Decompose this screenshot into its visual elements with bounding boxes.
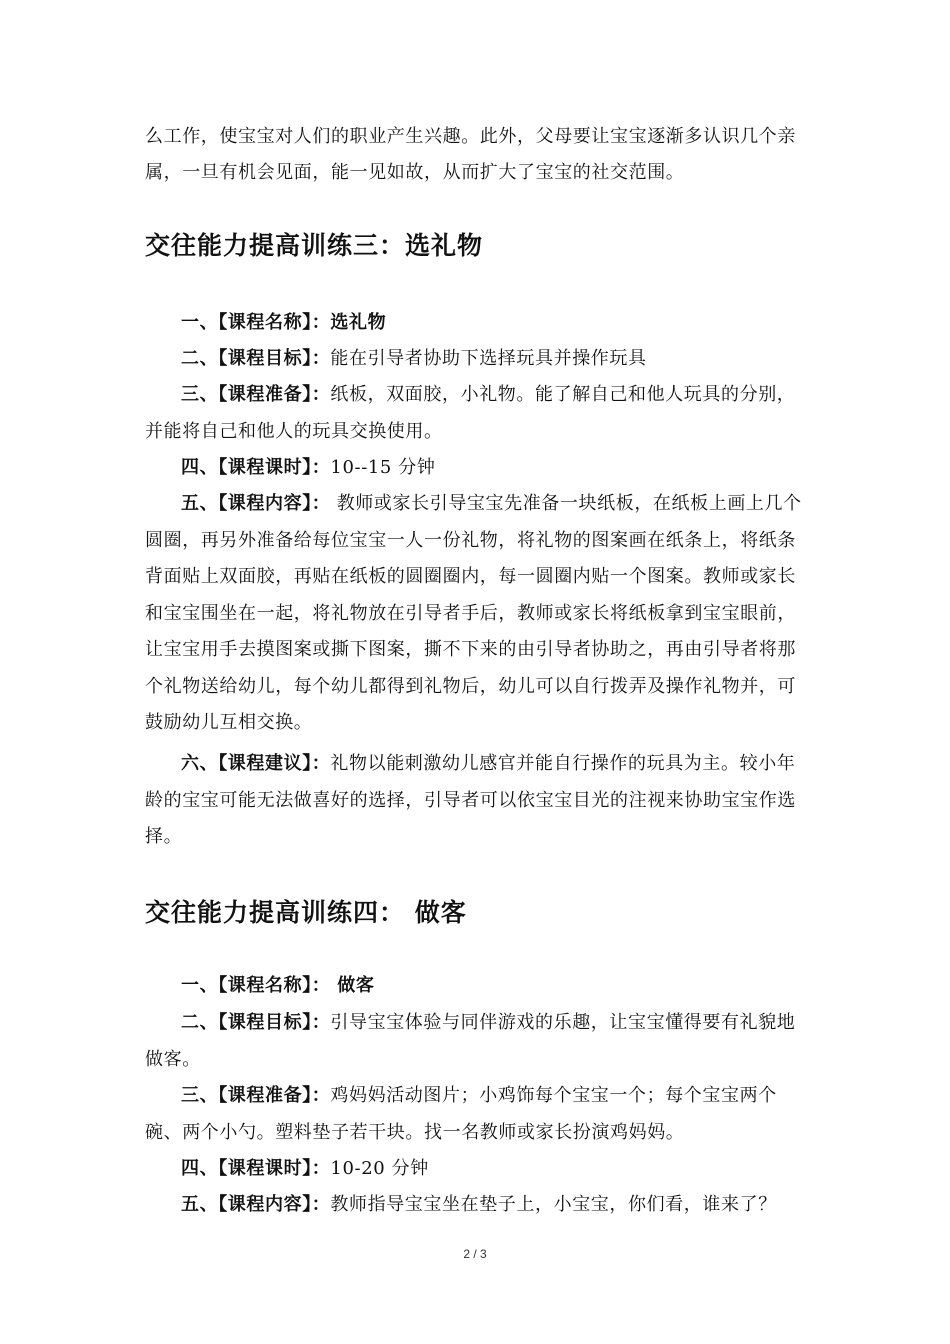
item-text: 引导宝宝体验与同伴游戏的乐趣，让宝宝懂得要有礼貌地做客。	[145, 1012, 796, 1070]
item-text: 鸡妈妈活动图片；小鸡饰每个宝宝一个；每个宝宝两个碗、两个小勺。塑料垫子若干块。找一名教师或家长扮演鸡妈妈。	[145, 1085, 777, 1143]
section3-item-3	[145, 377, 810, 450]
section3-item-1	[145, 305, 810, 342]
item-label: 一、【课程名称】：	[181, 312, 331, 333]
item-label: 三、【课程准备】：	[181, 384, 331, 405]
item-label: 五、【课程内容】：	[181, 493, 331, 514]
item-label: 五、【课程内容】：	[181, 1194, 331, 1215]
item-text: 能在引导者协助下选择玩具并操作玩具	[330, 348, 647, 369]
item-label: 四、【课程课时】：	[181, 1158, 331, 1179]
item-text: 教师或家长引导宝宝先准备一块纸板，在纸板上画上几个圆圈，再另外准备给每位宝宝一人一份礼物，将礼物的图案画在纸条上，将纸条背面贴上双面胶，再贴在纸板的圆圈圈内，每一圆圈内贴一个图案。教师或家长和宝宝围坐在一起，将礼物放在引导者手后，教师或家长将纸板拿到宝宝眼前，让宝宝用手去摸图案或撕下图案，撕不下来的由引导者协助之，再由引导者将那个礼物送给幼儿，每个幼儿都得到礼物后，幼儿可以自行拨弄及操作礼物并，可鼓励幼儿互相交换。	[145, 493, 802, 733]
section3-title: 交往能力提高训练三：选礼物	[145, 231, 484, 260]
section4-title: 交往能力提高训练四： 做客	[145, 898, 467, 927]
item-text: 10--15 分钟	[330, 457, 436, 478]
intro-paragraph: 么工作，使宝宝对人们的职业产生兴趣。此外，父母要让宝宝逐渐多认识几个亲属，一旦有机会见面，能一见如故，从而扩大了宝宝的社交范围。	[145, 126, 796, 183]
section4-item-4	[145, 1151, 810, 1188]
item-text: 纸板，双面胶，小礼物。能了解自己和他人玩具的分别，并能将自己和他人的玩具交换使用。	[145, 384, 796, 442]
item-text: 选礼物	[330, 312, 387, 333]
section3-item-5	[145, 486, 810, 742]
section3-item-2	[145, 341, 810, 378]
item-label: 二、【课程目标】：	[181, 1012, 331, 1033]
page-number: 2 / 3	[463, 1247, 487, 1261]
section4-item-3	[145, 1078, 810, 1151]
item-label: 六、【课程建议】：	[181, 753, 331, 774]
item-label: 三、【课程准备】：	[181, 1085, 331, 1106]
item-text: 做客	[330, 975, 375, 996]
section4-item-2	[145, 1005, 810, 1078]
item-label: 二、【课程目标】：	[181, 348, 331, 369]
item-text: 10-20 分钟	[330, 1158, 429, 1179]
section4-item-1	[145, 968, 810, 1005]
section4-item-5	[145, 1187, 810, 1224]
item-text: 礼物以能刺激幼儿感官并能自行操作的玩具为主。较小年龄的宝宝可能无法做喜好的选择，引导者可以依宝宝目光的注视来协助宝宝作选择。	[145, 753, 796, 847]
item-label: 一、【课程名称】：	[181, 975, 331, 996]
section3-item-6	[145, 746, 810, 856]
section3-item-4	[145, 450, 810, 487]
item-text: 教师指导宝宝坐在垫子上，小宝宝，你们看，谁来了？	[330, 1194, 777, 1215]
item-label: 四、【课程课时】：	[181, 457, 331, 478]
